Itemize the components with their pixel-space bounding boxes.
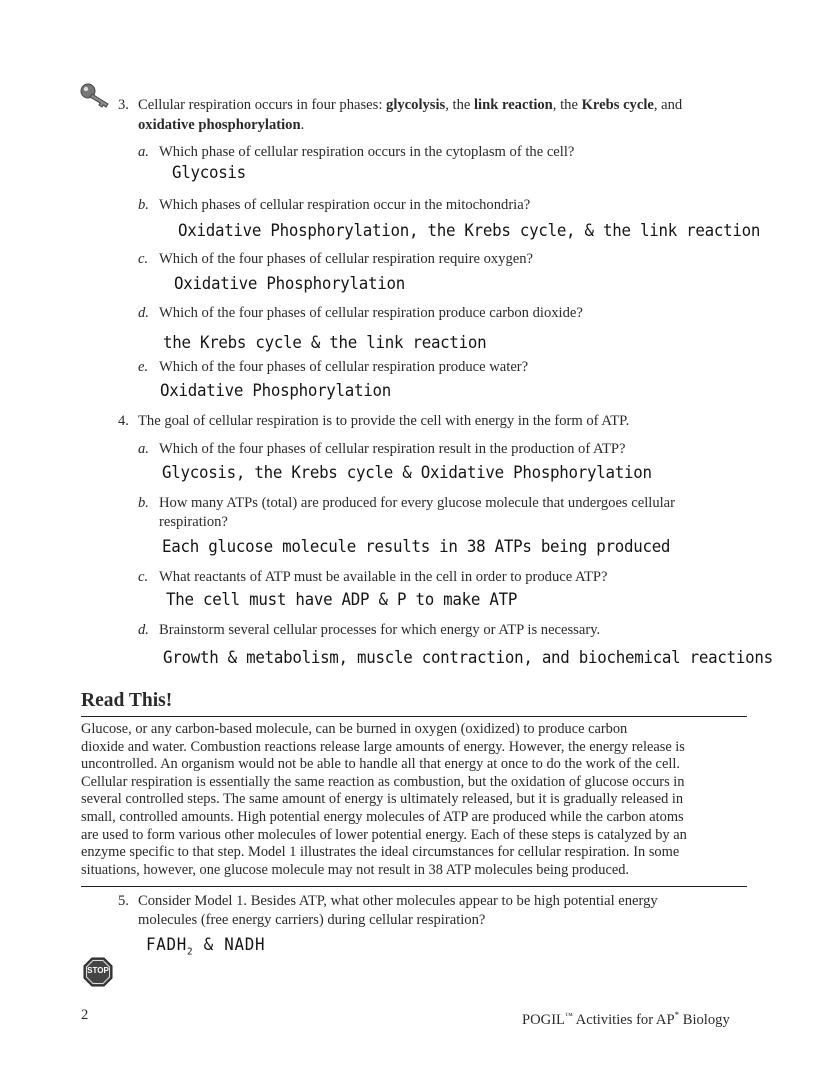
question-text: Which of the four phases of cellular respiration require oxygen? [159, 251, 534, 267]
divider-top [81, 716, 747, 717]
question-text: Which of the four phases of cellular respiration produce water? [159, 359, 529, 375]
handwritten-answer-3d: the Krebs cycle & the link reaction [163, 333, 487, 353]
question-number: 4. [118, 413, 129, 429]
handwritten-answer-3c: Oxidative Phosphorylation [174, 274, 405, 294]
question-4-text: The goal of cellular respiration is to provide the cell with energy in the form of ATP. [138, 413, 630, 429]
publisher-footer: POGIL™ Activities for AP* Biology [522, 1010, 730, 1028]
stop-label: STOP [87, 966, 109, 975]
question-number: 5. [118, 893, 129, 909]
question-number: 3. [118, 97, 129, 113]
key-icon [79, 82, 113, 110]
handwritten-answer-5: $FADH_2$ & NADH [146, 935, 266, 958]
handwritten-answer-4a: Glycosis, the Krebs cycle & Oxidative Phosphorylation [162, 463, 652, 483]
handwritten-answer-3b: Oxidative Phosphorylation, the Krebs cycle, & the link reaction [178, 221, 761, 241]
question-text: Brainstorm several cellular processes for which energy or ATP is necessary. [159, 622, 601, 638]
page-number: 2 [81, 1007, 89, 1023]
handwritten-answer-4d: Growth & metabolism, muscle contraction, and biochemical reactions [163, 648, 773, 668]
question-text: Which phase of cellular respiration occurs in the cytoplasm of the cell? [159, 144, 575, 160]
divider-bottom [81, 886, 747, 887]
question-text-line2: respiration? [159, 514, 228, 530]
handwritten-answer-4b: Each glucose molecule results in 38 ATPs being produced [162, 537, 671, 557]
question-5-text: Consider Model 1. Besides ATP, what other molecules appear to be high potential energy [138, 893, 658, 909]
question-text: Which of the four phases of cellular respiration result in the production of ATP? [159, 441, 626, 457]
question-text: Which phases of cellular respiration occur in the mitochondria? [159, 197, 531, 213]
question-text: What reactants of ATP must be available in the cell in order to produce ATP? [159, 569, 608, 585]
question-3-text-line2: oxidative phosphorylation. [138, 117, 305, 133]
question-text: How many ATPs (total) are produced for every glucose molecule that undergoes cellular [159, 495, 676, 511]
stop-sign-icon [83, 957, 113, 987]
section-title-read-this: Read This! [81, 690, 173, 711]
question-5-text-line2: molecules (free energy carriers) during cellular respiration? [138, 912, 486, 928]
read-this-paragraph: Glucose, or any carbon-based molecule, can be burned in oxygen (oxidized) to produce carbon dioxide and water. Combustion reactions release large amounts of energy. However, the energy release is uncontrolled. An organism would not be able to handle all that energy at once to do the work of the cell. Cellular respiration is essentially the same reaction as combustion, but the oxidation of glucose occurs in several controlled steps. The same amount of energy is ultimately released, but it is gradually released in small, controlled amounts. High potential energy molecules of ATP are produced while the carbon atoms are used to form various other molecules of lower potential energy. Each of these steps is catalyzed by an enzyme specific to that step. Model 1 illustrates the ideal circumstances for cellular respiration. In some situations, however, one glucose molecule may not result in 38 ATP molecules being produced. [81, 721, 687, 878]
question-text: Which of the four phases of cellular respiration produce carbon dioxide? [159, 305, 583, 321]
question-3-text: Cellular respiration occurs in four phases: glycolysis, the link reaction, the Krebs cycle, and [138, 97, 683, 113]
handwritten-answer-3a: Glycosis [172, 163, 246, 183]
handwritten-answer-3e: Oxidative Phosphorylation [160, 381, 391, 401]
handwritten-answer-4c: The cell must have ADP & P to make ATP [166, 590, 518, 610]
